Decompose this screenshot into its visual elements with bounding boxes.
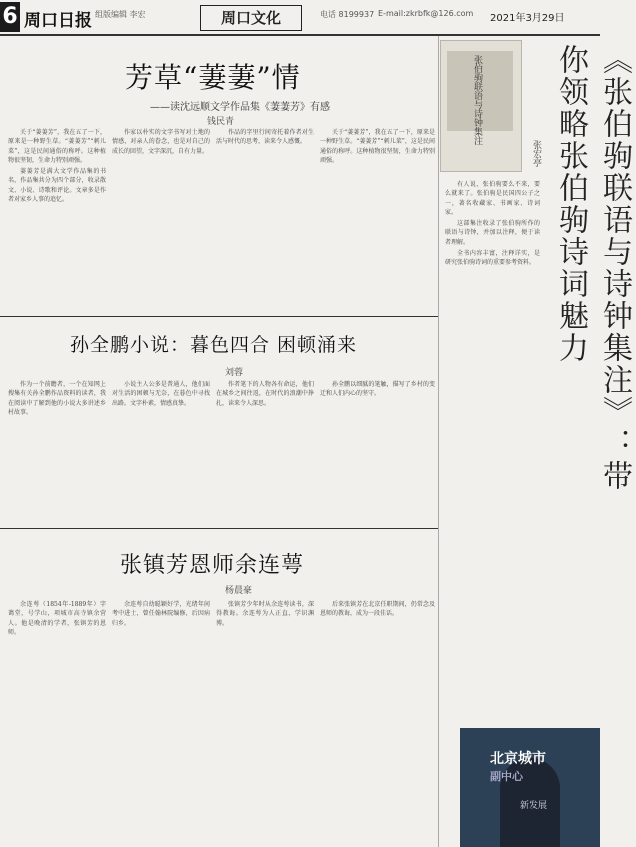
article2-col-1 (8, 380, 106, 518)
article1-headline: 芳草“萋萋”情 (125, 61, 301, 94)
article1-para: 关于“萋萋芳”，我在五了一下，原来是一种野生草。“萋萋芳”“刺儿菜”，这是民间通俗的称呼。这种植物很坚韧，生命力特别顽强。 (8, 129, 106, 164)
sidebar-byline: 张宏亭 (531, 140, 541, 167)
column-divider (438, 36, 439, 847)
article1-para: 关于“萋萋芳”，我在五了一下，原来是一种野生草。“萋萋芳”“刺儿菜”，这是民间通俗的称呼。这种植物很坚韧，生命力特别顽强。 (320, 129, 435, 164)
article2-para: 小说主人公多是普通人，他们面对生活的困顿与无奈，在暮色中寻找出路。文字朴素，情感真挚。 (112, 381, 210, 407)
article2-col-4 (320, 380, 435, 518)
article1-para: 作品的字里行间寄托着作者对生活与时代的思考，读来令人感慨。 (216, 129, 314, 146)
sidebar-para: 有人说，张伯驹要么不来，要么就来了。张伯驹是民国四公子之一，著名收藏家、书画家、诗词家。 (445, 181, 540, 216)
sidebar-headline: 《张伯驹联语与诗钟集注》：带你领略张伯驹诗词魅力 (553, 44, 632, 492)
divider (0, 528, 438, 529)
book-cover-title: 张伯驹联语与诗钟集注 (472, 55, 482, 145)
masthead-rule (0, 34, 600, 36)
article3-para: 后来张镇芳在北京任职期间，仍常念及恩师的教诲，成为一段佳话。 (320, 601, 435, 618)
article3-col-4 (320, 600, 435, 840)
article2-col-3 (216, 380, 314, 518)
book-cover-image (440, 40, 522, 172)
news-photo (460, 728, 600, 847)
article1-col-3 (216, 128, 314, 310)
photo-caption-line2: 副中心 (490, 770, 523, 783)
article3-para: 张镇芳少年时从余连萼读书，深得教诲。余连萼为人正直，学识渊博。 (216, 601, 314, 627)
article3-para: 余连萼自幼聪颖好学，光绪年间考中进士，曾任翰林院编修，后因病归乡。 (112, 601, 210, 627)
page-number: 6 (0, 2, 20, 32)
article2-para: 孙全鹏以细腻的笔触，描写了乡村的变迁和人们内心的坚守。 (320, 381, 435, 398)
article3-para: 余连萼（1854年-1889年）字蔼堂，号学山，项城市高寺镇余营人。他是晚清的学者，张镇芳的恩师。 (8, 601, 106, 636)
article3-col-3 (216, 600, 314, 840)
article1-col-2 (112, 128, 210, 310)
section-title: 周口文化 (200, 5, 302, 31)
sidebar-para: 全书内容丰富，注释详实，是研究张伯驹诗词的重要参考资料。 (445, 250, 540, 267)
editor-info: 组版编辑 李宏 (95, 10, 146, 19)
article1-para: 萋萋芳是满大文学作品集的书名，作品集共分为四个部分，收录散文、小说、诗歌和评论。文章多是作者对家乡人事的追忆。 (8, 168, 106, 204)
email-info: E-mail:zkrbfk@126.com (378, 9, 474, 18)
article3-headline: 张镇芳恩师余连萼 (120, 553, 305, 578)
issue-date: 2021年3月29日 (490, 13, 565, 24)
article1-para: 作家以朴实的文字书写对土地的情感，对亲人的眷念，也是对自己的成长的回望，文字深沉，自有力量。 (112, 129, 210, 155)
article2-para: 作为一个前瞻者，一个在知网上搜集有关孙全鹏作品资料的读者，我在阅读中了解到他的小说大多讲述乡村故事。 (8, 381, 106, 416)
article3-col-1 (8, 600, 106, 840)
sidebar-col (445, 180, 540, 720)
article1-col-1 (8, 128, 106, 310)
article2-byline: 刘蓉 (225, 368, 244, 378)
masthead (0, 0, 600, 34)
article1-byline: 钱民青 (207, 117, 235, 127)
paper-name: 周口日报 (24, 11, 92, 31)
sidebar-para: 这部集注收录了张伯驹所作的联语与诗钟，并加以注释，便于读者理解。 (445, 220, 540, 246)
divider (0, 316, 438, 317)
article3-byline: 杨晨豪 (225, 586, 253, 596)
article2-para: 作者笔下的人物各有命运，他们在城乡之间往返，在时代的浪潮中挣扎，读来令人深思。 (216, 381, 314, 407)
article1-subhead: ——读沈远顺文学作品集《萋萋芳》有感 (150, 102, 330, 113)
photo-caption-line3: 新发展 (520, 801, 548, 811)
photo-caption-line1: 北京城市 (490, 751, 546, 767)
article1-col-4 (320, 128, 435, 310)
article2-col-2 (112, 380, 210, 518)
article3-col-2 (112, 600, 210, 840)
article2-headline: 孙全鹏小说：暮色四合 困顿涌来 (70, 334, 358, 356)
phone-info: 电话 8199937 (320, 10, 375, 19)
